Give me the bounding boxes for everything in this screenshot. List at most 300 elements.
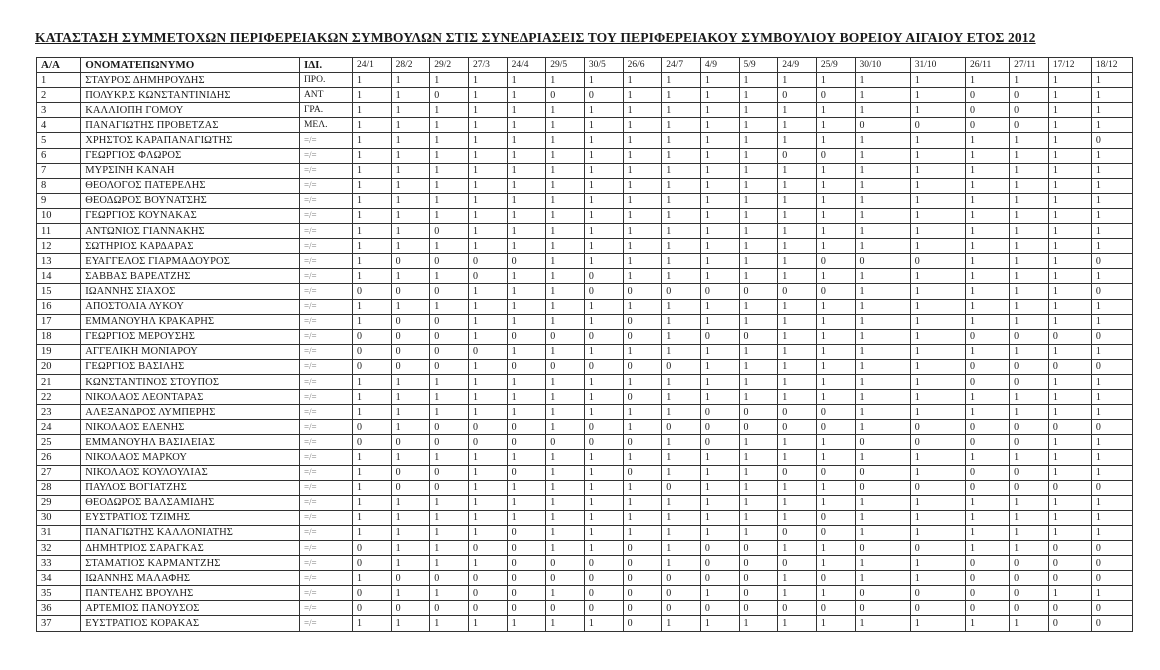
attendance-cell: 1 — [430, 163, 469, 178]
attendance-cell: 0 — [468, 601, 507, 616]
attendance-cell: 1 — [584, 103, 623, 118]
attendance-cell: 1 — [778, 118, 817, 133]
attendance-cell: 1 — [391, 163, 430, 178]
attendance-cell: 0 — [430, 601, 469, 616]
attendance-cell: 1 — [700, 73, 739, 88]
attendance-cell: 1 — [816, 269, 855, 284]
attendance-cell: 1 — [468, 118, 507, 133]
attendance-cell: 0 — [468, 586, 507, 601]
attendance-cell: 0 — [855, 435, 910, 450]
attendance-cell: 1 — [700, 314, 739, 329]
attendance-cell: 0 — [778, 88, 817, 103]
attendance-cell: 1 — [623, 254, 662, 269]
attendance-cell: 0 — [1010, 103, 1049, 118]
attendance-cell: 0 — [778, 420, 817, 435]
attendance-cell: 1 — [778, 344, 817, 359]
date-header: 30/10 — [855, 58, 910, 73]
row-index: 20 — [37, 359, 81, 374]
attendance-cell: 0 — [391, 314, 430, 329]
attendance-cell: 1 — [739, 254, 778, 269]
attendance-cell: 0 — [662, 420, 701, 435]
table-row — [37, 390, 1133, 405]
attendance-cell: 1 — [1048, 73, 1091, 88]
attendance-cell: 0 — [1010, 556, 1049, 571]
attendance-cell: 1 — [965, 495, 1009, 510]
attendance-cell: 1 — [662, 148, 701, 163]
date-header: 26/6 — [623, 58, 662, 73]
attendance-cell: 1 — [584, 465, 623, 480]
member-name: ΠΑΝΤΕΛΗΣ ΒΡΟΥΛΗΣ — [81, 586, 300, 601]
date-header: 5/9 — [739, 58, 778, 73]
row-index: 34 — [37, 571, 81, 586]
member-name: ΚΩΝΣΤΑΝΤΙΝΟΣ ΣΤΟΥΠΟΣ — [81, 374, 300, 389]
attendance-cell: 1 — [1091, 118, 1132, 133]
attendance-cell: 0 — [507, 420, 546, 435]
attendance-cell: 1 — [1048, 314, 1091, 329]
table-row — [37, 616, 1133, 631]
attendance-cell: 1 — [623, 510, 662, 525]
attendance-cell: 0 — [910, 420, 965, 435]
row-index: 8 — [37, 178, 81, 193]
attendance-cell: 1 — [352, 148, 391, 163]
row-index: 35 — [37, 586, 81, 601]
attendance-cell: 1 — [700, 525, 739, 540]
date-header: 26/11 — [965, 58, 1009, 73]
attendance-cell: 1 — [739, 525, 778, 540]
table-row — [37, 344, 1133, 359]
attendance-cell: 1 — [910, 359, 965, 374]
attendance-cell: 1 — [778, 359, 817, 374]
attendance-cell: 1 — [1048, 148, 1091, 163]
attendance-cell: 1 — [855, 510, 910, 525]
attendance-cell: 1 — [662, 344, 701, 359]
attendance-cell: 0 — [546, 571, 585, 586]
attendance-cell: 1 — [700, 269, 739, 284]
attendance-cell: 0 — [584, 586, 623, 601]
attendance-cell: 1 — [623, 405, 662, 420]
document-title: ΚΑΤΑΣΤΑΣΗ ΣΥΜΜΕΤΟΧΩΝ ΠΕΡΙΦΕΡΕΙΑΚΩΝ ΣΥΜΒΟΥΛΩΝ ΣΤΙΣ ΣΥΝΕΔΡΙΑΣΕΙΣ ΤΟΥ ΠΕΡΙΦΕΡΕΙΑΚΟΥ ΣΥΜΒΟΥΛΙΟΥ ΒΟΡΕΙΟΥ ΑΙΓΑΙΟΥ ΕΤΟΣ 2012 — [35, 30, 1036, 45]
attendance-cell: 1 — [1010, 133, 1049, 148]
attendance-cell: 1 — [391, 118, 430, 133]
member-name: ΕΜΜΑΝΟΥΗΛ ΒΑΣΙΛΕΙΑΣ — [81, 435, 300, 450]
row-index: 37 — [37, 616, 81, 631]
attendance-cell: 1 — [507, 118, 546, 133]
attendance-cell: 0 — [430, 224, 469, 239]
member-name: ΝΙΚΟΛΑΟΣ ΛΕΟΝΤΑΡΑΣ — [81, 390, 300, 405]
attendance-cell: 1 — [739, 118, 778, 133]
attendance-cell: 0 — [546, 601, 585, 616]
attendance-cell: 1 — [584, 480, 623, 495]
attendance-cell: 0 — [778, 601, 817, 616]
attendance-cell: 1 — [546, 344, 585, 359]
member-role: =/= — [299, 284, 352, 299]
attendance-cell: 1 — [1091, 465, 1132, 480]
attendance-cell: 1 — [739, 269, 778, 284]
attendance-cell: 1 — [816, 329, 855, 344]
attendance-cell: 1 — [468, 88, 507, 103]
attendance-cell: 1 — [623, 450, 662, 465]
member-role: =/= — [299, 571, 352, 586]
attendance-cell: 1 — [623, 239, 662, 254]
table-row — [37, 103, 1133, 118]
attendance-cell: 1 — [468, 390, 507, 405]
attendance-cell: 1 — [546, 269, 585, 284]
attendance-cell: 0 — [1010, 465, 1049, 480]
row-index: 24 — [37, 420, 81, 435]
attendance-cell: 1 — [468, 163, 507, 178]
member-role: =/= — [299, 359, 352, 374]
attendance-cell: 1 — [965, 254, 1009, 269]
member-role: =/= — [299, 374, 352, 389]
attendance-cell: 0 — [1048, 556, 1091, 571]
attendance-cell: 0 — [965, 465, 1009, 480]
attendance-cell: 1 — [546, 118, 585, 133]
attendance-cell: 0 — [584, 420, 623, 435]
attendance-cell: 1 — [1048, 405, 1091, 420]
attendance-cell: 1 — [739, 495, 778, 510]
attendance-cell: 1 — [662, 88, 701, 103]
attendance-cell: 1 — [546, 239, 585, 254]
attendance-cell: 1 — [965, 178, 1009, 193]
date-header: 29/2 — [430, 58, 469, 73]
attendance-cell: 1 — [584, 390, 623, 405]
date-header: 30/5 — [584, 58, 623, 73]
attendance-cell: 1 — [1091, 299, 1132, 314]
attendance-cell: 1 — [739, 208, 778, 223]
attendance-cell: 0 — [584, 571, 623, 586]
attendance-cell: 0 — [1091, 254, 1132, 269]
attendance-cell: 1 — [662, 118, 701, 133]
attendance-cell: 1 — [584, 344, 623, 359]
attendance-cell: 0 — [584, 88, 623, 103]
attendance-cell: 1 — [662, 541, 701, 556]
attendance-cell: 1 — [778, 374, 817, 389]
attendance-cell: 0 — [391, 254, 430, 269]
attendance-cell: 1 — [778, 329, 817, 344]
attendance-cell: 0 — [430, 314, 469, 329]
attendance-cell: 1 — [965, 344, 1009, 359]
attendance-cell: 1 — [430, 510, 469, 525]
member-role: =/= — [299, 420, 352, 435]
attendance-cell: 1 — [910, 148, 965, 163]
date-header: 31/10 — [910, 58, 965, 73]
attendance-cell: 1 — [507, 163, 546, 178]
row-index: 10 — [37, 208, 81, 223]
attendance-cell: 1 — [910, 556, 965, 571]
attendance-cell: 1 — [430, 269, 469, 284]
attendance-cell: 1 — [1010, 239, 1049, 254]
attendance-cell: 1 — [546, 450, 585, 465]
attendance-cell: 0 — [623, 541, 662, 556]
member-name: ΙΩΑΝΝΗΣ ΜΑΛΑΦΗΣ — [81, 571, 300, 586]
attendance-cell: 1 — [1048, 118, 1091, 133]
attendance-cell: 1 — [739, 88, 778, 103]
attendance-cell: 1 — [546, 390, 585, 405]
attendance-cell: 1 — [1048, 178, 1091, 193]
attendance-cell: 1 — [1048, 390, 1091, 405]
attendance-cell: 1 — [855, 616, 910, 631]
attendance-cell: 0 — [352, 420, 391, 435]
attendance-cell: 1 — [584, 178, 623, 193]
attendance-cell: 1 — [468, 178, 507, 193]
attendance-cell: 1 — [1010, 73, 1049, 88]
attendance-cell: 0 — [855, 118, 910, 133]
attendance-cell: 0 — [700, 284, 739, 299]
attendance-cell: 1 — [1048, 374, 1091, 389]
attendance-cell: 1 — [1048, 284, 1091, 299]
attendance-cell: 1 — [391, 616, 430, 631]
attendance-cell: 0 — [855, 465, 910, 480]
attendance-cell: 1 — [855, 556, 910, 571]
attendance-cell: 1 — [584, 525, 623, 540]
attendance-cell: 1 — [468, 495, 507, 510]
attendance-cell: 0 — [623, 601, 662, 616]
member-name: ΔΗΜΗΤΡΙΟΣ ΣΑΡΑΓΚΑΣ — [81, 541, 300, 556]
member-name: ΧΡΗΣΤΟΣ ΚΑΡΑΠΑΝΑΓΙΩΤΗΣ — [81, 133, 300, 148]
attendance-cell: 0 — [468, 344, 507, 359]
attendance-cell: 0 — [430, 480, 469, 495]
attendance-cell: 1 — [778, 435, 817, 450]
attendance-cell: 1 — [1091, 405, 1132, 420]
attendance-cell: 1 — [391, 224, 430, 239]
attendance-cell: 0 — [700, 571, 739, 586]
attendance-cell: 1 — [391, 103, 430, 118]
member-name: ΠΟΛΥΚΡ.Σ ΚΩΝΣΤΑΝΤΙΝΙΔΗΣ — [81, 88, 300, 103]
attendance-cell: 1 — [778, 299, 817, 314]
attendance-cell: 1 — [700, 480, 739, 495]
attendance-cell: 0 — [778, 405, 817, 420]
member-role: =/= — [299, 178, 352, 193]
attendance-cell: 0 — [739, 556, 778, 571]
attendance-cell: 1 — [662, 329, 701, 344]
attendance-cell: 1 — [910, 510, 965, 525]
attendance-cell: 0 — [816, 510, 855, 525]
attendance-cell: 0 — [739, 601, 778, 616]
attendance-cell: 1 — [816, 178, 855, 193]
attendance-cell: 1 — [910, 239, 965, 254]
attendance-cell: 0 — [391, 329, 430, 344]
attendance-cell: 1 — [352, 374, 391, 389]
attendance-cell: 1 — [778, 254, 817, 269]
attendance-cell: 1 — [910, 224, 965, 239]
attendance-cell: 0 — [910, 586, 965, 601]
attendance-cell: 0 — [584, 435, 623, 450]
attendance-cell: 1 — [546, 254, 585, 269]
attendance-cell: 1 — [778, 133, 817, 148]
attendance-cell: 1 — [623, 269, 662, 284]
attendance-cell: 1 — [623, 88, 662, 103]
attendance-cell: 1 — [816, 374, 855, 389]
attendance-cell: 0 — [816, 420, 855, 435]
attendance-cell: 1 — [855, 359, 910, 374]
attendance-cell: 1 — [546, 374, 585, 389]
attendance-cell: 1 — [855, 495, 910, 510]
attendance-cell: 1 — [584, 450, 623, 465]
date-header: 24/7 — [662, 58, 701, 73]
member-role: =/= — [299, 480, 352, 495]
role-header: ΙΔΙ. — [299, 58, 352, 73]
attendance-cell: 1 — [584, 73, 623, 88]
attendance-cell: 1 — [430, 73, 469, 88]
attendance-cell: 1 — [855, 284, 910, 299]
attendance-cell: 1 — [816, 541, 855, 556]
attendance-cell: 1 — [910, 299, 965, 314]
attendance-cell: 1 — [662, 239, 701, 254]
attendance-cell: 0 — [1091, 284, 1132, 299]
attendance-cell: 0 — [623, 556, 662, 571]
attendance-cell: 1 — [739, 148, 778, 163]
attendance-cell: 0 — [965, 103, 1009, 118]
member-name: ΝΙΚΟΛΑΟΣ ΕΛΕΝΗΣ — [81, 420, 300, 435]
attendance-cell: 1 — [391, 556, 430, 571]
attendance-cell: 0 — [1010, 359, 1049, 374]
attendance-cell: 1 — [1010, 254, 1049, 269]
attendance-cell: 1 — [910, 284, 965, 299]
attendance-cell: 1 — [700, 88, 739, 103]
member-role: ΓΡΑ. — [299, 103, 352, 118]
attendance-cell: 0 — [623, 284, 662, 299]
attendance-cell: 1 — [739, 465, 778, 480]
attendance-cell: 1 — [391, 420, 430, 435]
attendance-cell: 0 — [778, 525, 817, 540]
attendance-cell: 1 — [507, 178, 546, 193]
attendance-cell: 1 — [623, 118, 662, 133]
attendance-cell: 1 — [910, 344, 965, 359]
attendance-cell: 1 — [700, 450, 739, 465]
attendance-cell: 1 — [965, 269, 1009, 284]
attendance-cell: 1 — [1010, 616, 1049, 631]
attendance-cell: 1 — [1048, 208, 1091, 223]
attendance-cell: 1 — [546, 420, 585, 435]
attendance-cell: 1 — [430, 390, 469, 405]
attendance-cell: 1 — [662, 224, 701, 239]
date-header: 24/9 — [778, 58, 817, 73]
attendance-cell: 0 — [507, 465, 546, 480]
attendance-cell: 1 — [965, 541, 1009, 556]
member-name: ΓΕΩΡΓΙΟΣ ΦΛΩΡΟΣ — [81, 148, 300, 163]
row-index: 19 — [37, 344, 81, 359]
attendance-cell: 1 — [739, 133, 778, 148]
attendance-cell: 1 — [430, 118, 469, 133]
attendance-cell: 1 — [546, 616, 585, 631]
attendance-cell: 1 — [662, 314, 701, 329]
row-index: 12 — [37, 239, 81, 254]
attendance-cell: 1 — [739, 616, 778, 631]
attendance-cell: 1 — [584, 208, 623, 223]
attendance-cell: 1 — [816, 163, 855, 178]
table-row — [37, 224, 1133, 239]
table-row — [37, 359, 1133, 374]
attendance-cell: 0 — [662, 601, 701, 616]
attendance-cell: 1 — [778, 541, 817, 556]
attendance-cell: 1 — [662, 556, 701, 571]
row-index: 14 — [37, 269, 81, 284]
attendance-cell: 1 — [910, 616, 965, 631]
attendance-cell: 1 — [739, 103, 778, 118]
attendance-cell: 1 — [965, 208, 1009, 223]
attendance-cell: 0 — [584, 556, 623, 571]
member-role: =/= — [299, 193, 352, 208]
table-row — [37, 465, 1133, 480]
attendance-cell: 1 — [546, 480, 585, 495]
table-row — [37, 405, 1133, 420]
date-header: 18/12 — [1091, 58, 1132, 73]
attendance-cell: 1 — [430, 541, 469, 556]
attendance-cell: 1 — [623, 148, 662, 163]
member-role: =/= — [299, 525, 352, 540]
attendance-cell: 1 — [662, 178, 701, 193]
attendance-cell: 1 — [816, 193, 855, 208]
attendance-cell: 1 — [391, 239, 430, 254]
attendance-cell: 1 — [700, 510, 739, 525]
attendance-cell: 1 — [623, 103, 662, 118]
attendance-cell: 1 — [623, 344, 662, 359]
attendance-cell: 1 — [391, 541, 430, 556]
date-header: 24/4 — [507, 58, 546, 73]
attendance-cell: 0 — [965, 571, 1009, 586]
attendance-cell: 1 — [1048, 344, 1091, 359]
attendance-cell: 0 — [391, 344, 430, 359]
attendance-cell: 1 — [430, 208, 469, 223]
attendance-cell: 1 — [965, 525, 1009, 540]
attendance-cell: 1 — [910, 329, 965, 344]
attendance-cell: 1 — [816, 586, 855, 601]
attendance-cell: 1 — [352, 495, 391, 510]
attendance-cell: 1 — [739, 178, 778, 193]
attendance-cell: 1 — [910, 495, 965, 510]
attendance-cell: 1 — [1048, 88, 1091, 103]
attendance-cell: 1 — [1091, 314, 1132, 329]
attendance-cell: 1 — [1048, 269, 1091, 284]
attendance-cell: 1 — [468, 133, 507, 148]
attendance-cell: 1 — [584, 541, 623, 556]
date-header: 24/1 — [352, 58, 391, 73]
attendance-cell: 1 — [584, 510, 623, 525]
attendance-cell: 1 — [1010, 344, 1049, 359]
attendance-cell: 1 — [662, 525, 701, 540]
attendance-cell: 1 — [965, 73, 1009, 88]
attendance-cell: 1 — [910, 133, 965, 148]
row-index: 6 — [37, 148, 81, 163]
member-name: ΣΤΑΜΑΤΙΟΣ ΚΑΡΜΑΝΤΖΗΣ — [81, 556, 300, 571]
attendance-cell: 0 — [1010, 586, 1049, 601]
member-role: =/= — [299, 239, 352, 254]
attendance-cell: 0 — [816, 465, 855, 480]
attendance-cell: 1 — [584, 405, 623, 420]
member-role: =/= — [299, 435, 352, 450]
attendance-cell: 1 — [855, 405, 910, 420]
member-role: ΜΕΛ. — [299, 118, 352, 133]
member-name: ΣΑΒΒΑΣ ΒΑΡΕΛΤΖΗΣ — [81, 269, 300, 284]
attendance-cell: 0 — [352, 359, 391, 374]
attendance-cell: 0 — [546, 329, 585, 344]
attendance-cell: 0 — [816, 525, 855, 540]
attendance-cell: 0 — [468, 541, 507, 556]
attendance-cell: 1 — [910, 405, 965, 420]
attendance-cell: 1 — [965, 314, 1009, 329]
attendance-cell: 1 — [546, 73, 585, 88]
attendance-cell: 1 — [546, 541, 585, 556]
attendance-cell: 1 — [1010, 163, 1049, 178]
attendance-cell: 1 — [662, 435, 701, 450]
attendance-cell: 0 — [1091, 329, 1132, 344]
attendance-cell: 0 — [739, 284, 778, 299]
attendance-cell: 1 — [1048, 586, 1091, 601]
attendance-cell: 1 — [507, 193, 546, 208]
attendance-cell: 1 — [1091, 88, 1132, 103]
row-index: 13 — [37, 254, 81, 269]
attendance-cell: 1 — [1091, 586, 1132, 601]
